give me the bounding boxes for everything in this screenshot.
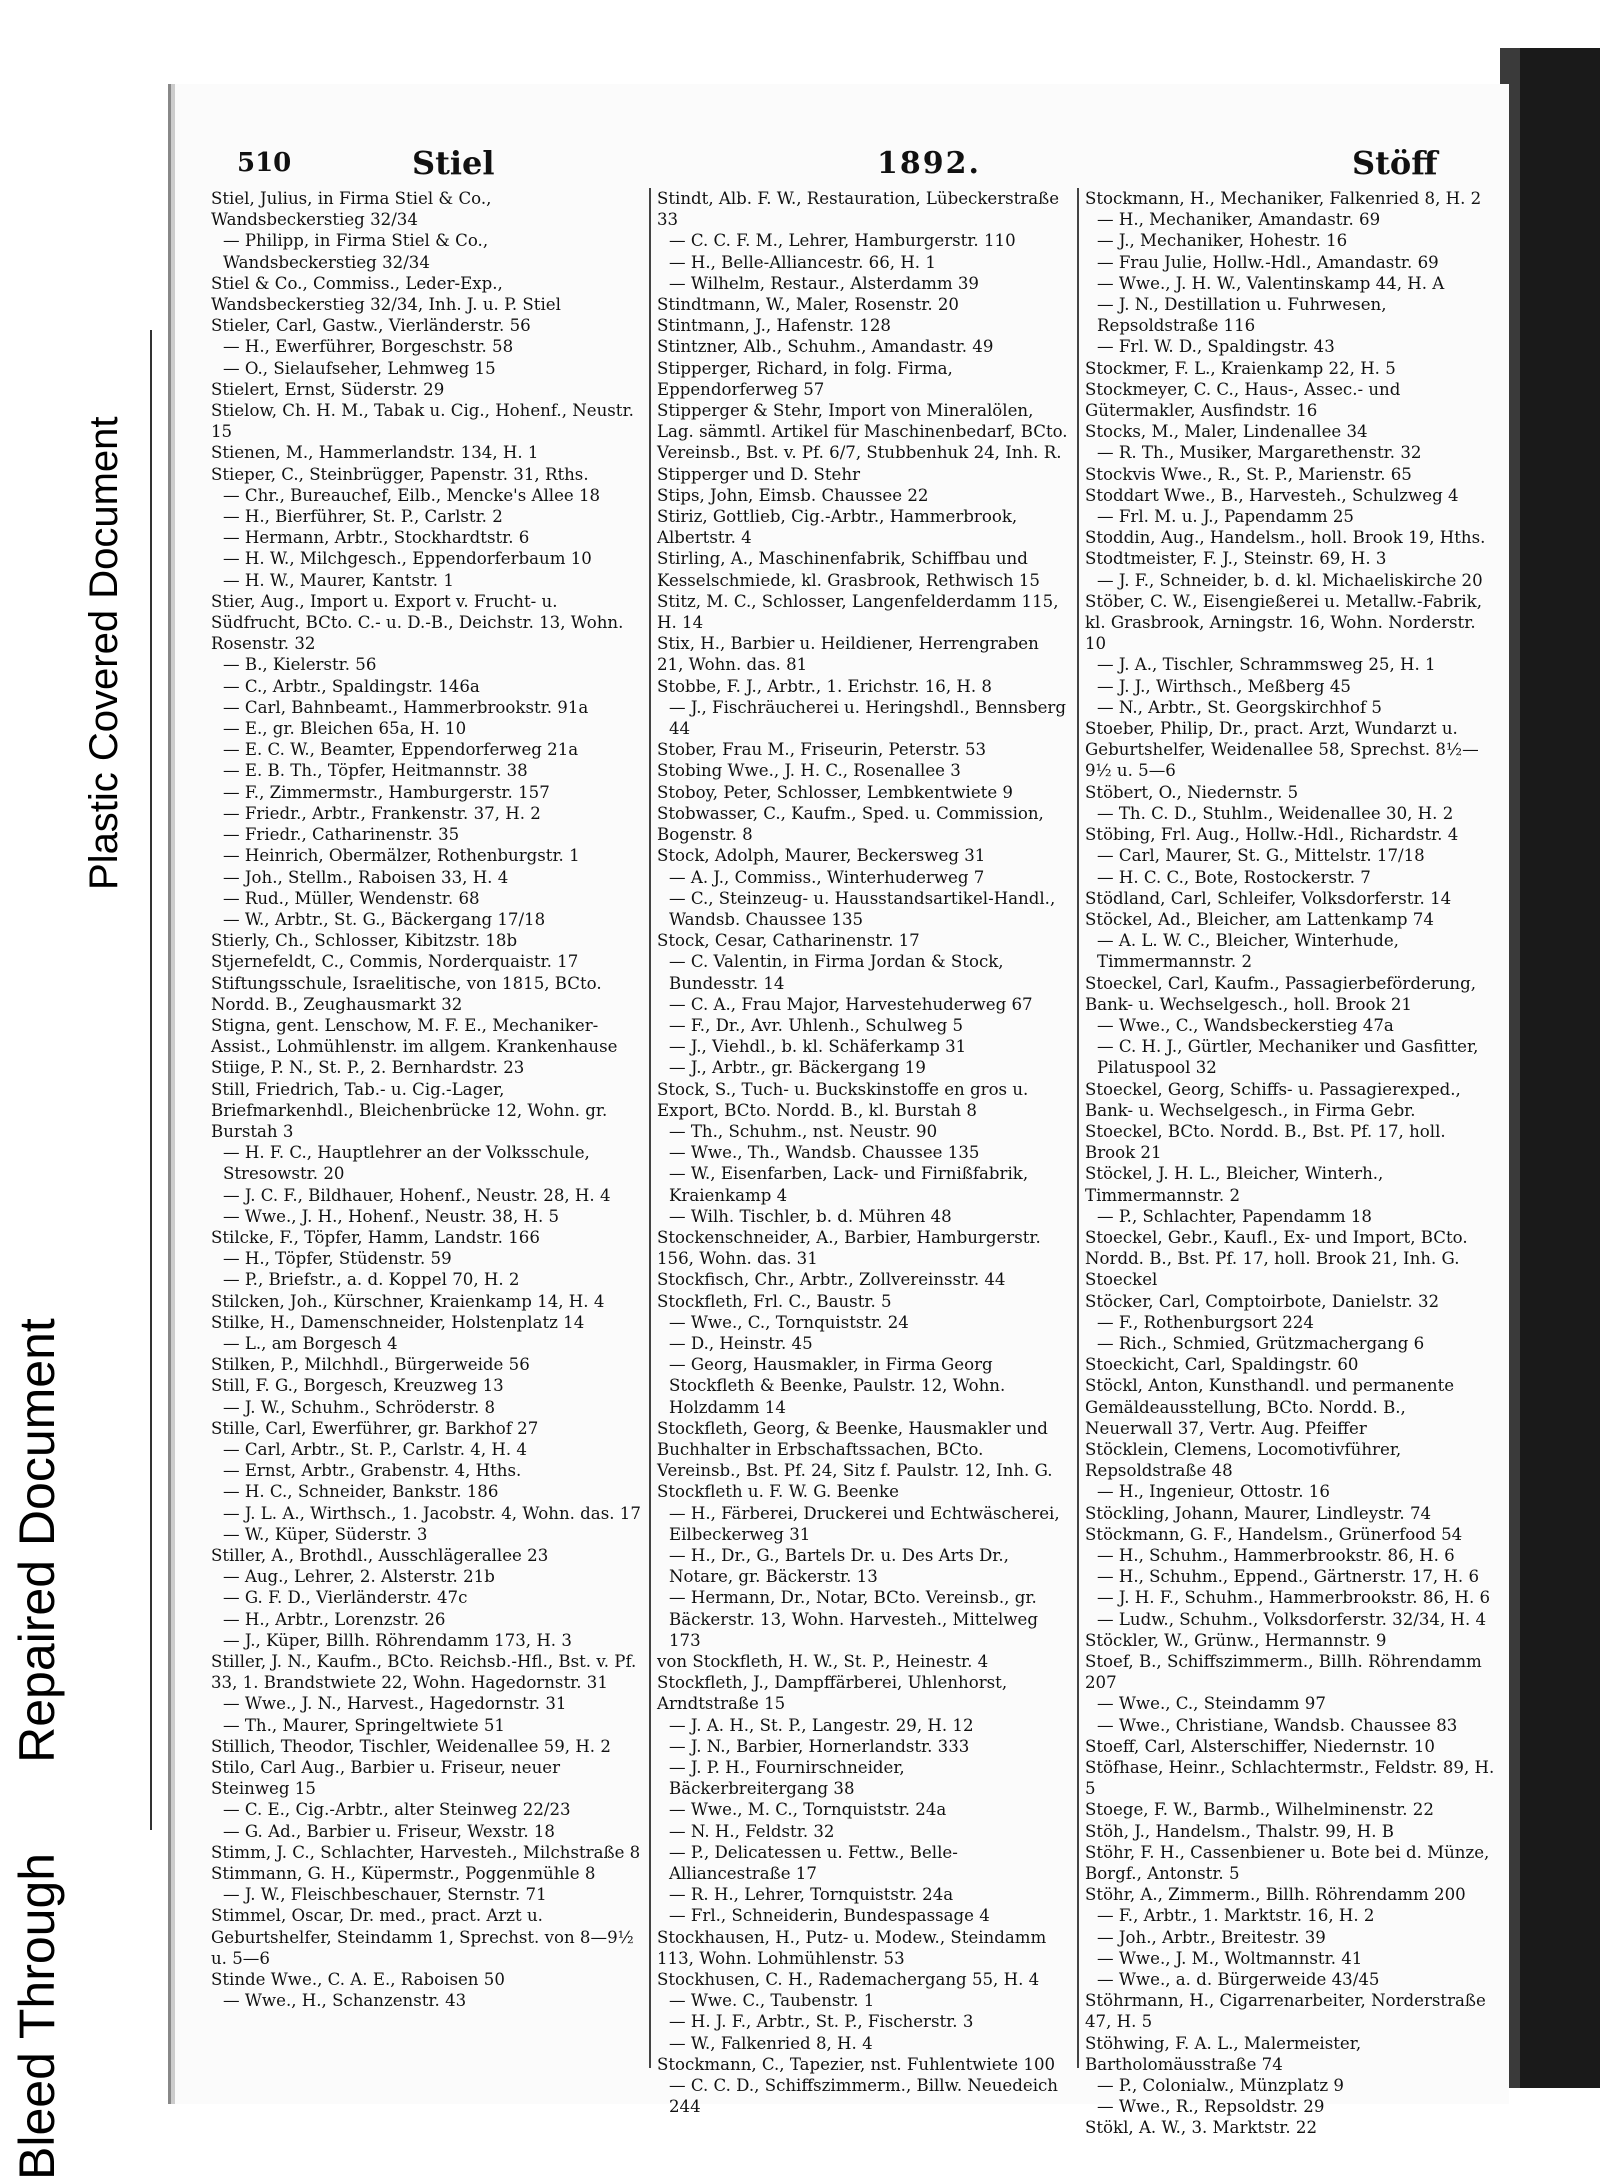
directory-entry: — H., Bierführer, St. P., Carlstr. 2	[223, 507, 503, 527]
directory-entry: Stöhwing, F. A. L., Malermeister, Bartholomäusstraße 74	[1085, 2033, 1362, 2074]
directory-entry: — W., Eisenfarben, Lack- und Firnißfabrik, Kraienkamp 4	[669, 1164, 1029, 1205]
directory-entry: Stieler, Carl, Gastw., Vierländerstr. 56	[211, 316, 531, 336]
directory-entry: Stille, Carl, Ewerführer, gr. Barkhof 27	[211, 1418, 539, 1438]
directory-entry: — H. J. F., Arbtr., St. P., Fischerstr. 3	[669, 2012, 974, 2032]
directory-entry: Stoeckel, Gebr., Kaufl., Ex- und Import, BCto. Nordd. B., Bst. Pf. 17, holl. Brook 21, Inh. G. Stoeckel	[1085, 1227, 1468, 1290]
directory-entry: Stiriz, Gottlieb, Cig.-Arbtr., Hammerbrook, Albertstr. 4	[657, 507, 1018, 548]
directory-entry: — J. L. A., Wirthsch., 1. Jacobstr. 4, Wohn. das. 17	[223, 1503, 641, 1523]
directory-entry: — C. E., Cig.-Arbtr., alter Steinweg 22/23	[223, 1800, 571, 1820]
directory-entry: — E. B. Th., Töpfer, Heitmannstr. 38	[223, 761, 528, 781]
directory-entry: Stökl, A. W., 3. Marktstr. 22	[1085, 2118, 1318, 2138]
directory-entry: — R. H., Lehrer, Tornquiststr. 24a	[669, 1885, 954, 1905]
directory-entry: Stoeckicht, Carl, Spaldingstr. 60	[1085, 1355, 1359, 1375]
directory-entry: — H. W., Maurer, Kantstr. 1	[223, 570, 454, 590]
directory-entry: Stoege, F. W., Barmb., Wilhelminenstr. 22	[1085, 1800, 1434, 1820]
directory-entry: — Carl, Arbtr., St. P., Carlstr. 4, H. 4	[223, 1439, 527, 1459]
directory-entry: Stöckl, Anton, Kunsthandl. und permanente Gemäldeausstellung, BCto. Nordd. B., Neuerwall 37, Vertr. Aug. Pfeiffer	[1085, 1376, 1455, 1438]
margin-label-repaired: Repaired Document	[9, 1318, 65, 1763]
directory-entry: Stimm, J. C., Schlachter, Harvesteh., Milchstraße 8	[211, 1842, 641, 1862]
directory-entry: Stilke, H., Damenschneider, Holstenplatz 14	[211, 1312, 585, 1332]
directory-entry: Stockhausen, H., Putz- u. Modew., Steindamm 113, Wohn. Lohmühlenstr. 53	[657, 1927, 1047, 1968]
directory-entry: — L., am Borgesch 4	[223, 1333, 398, 1353]
directory-entry: Stierly, Ch., Schlosser, Kibitzstr. 18b	[211, 931, 518, 951]
directory-entry: Stintzner, Alb., Schuhm., Amandastr. 49	[657, 337, 994, 357]
directory-entry: — C. C. D., Schiffszimmerm., Billw. Neuedeich 244	[669, 2076, 1058, 2117]
margin-label-bleed: Bleed ThroughRepaired Document	[9, 1318, 65, 2180]
directory-entry: — E. C. W., Beamter, Eppendorferweg 21a	[223, 740, 579, 760]
directory-entry: — J. A. H., St. P., Langestr. 29, H. 12	[669, 1715, 974, 1735]
directory-entry: — Wwe., a. d. Bürgerweide 43/45	[1097, 1970, 1380, 1990]
directory-entry: — Georg, Hausmakler, in Firma Georg Stockfleth & Beenke, Paulstr. 12, Wohn. Holzdamm 14	[669, 1355, 1006, 1417]
directory-entry: Stockenschneider, A., Barbier, Hamburgerstr. 156, Wohn. das. 31	[657, 1227, 1041, 1269]
directory-entry: — Joh., Stellm., Raboisen 33, H. 4	[223, 867, 509, 887]
directory-entry: — C., Steinzeug- u. Hausstandsartikel-Handl., Wandsb. Chaussee 135	[669, 888, 1056, 929]
directory-entry: — H., Ewerführer, Borgeschstr. 58	[223, 337, 514, 357]
directory-entry: — Chr., Bureauchef, Eilb., Mencke's Allee 18	[223, 485, 601, 505]
directory-entry: — Wwe., Th., Wandsb. Chaussee 135	[669, 1143, 980, 1163]
directory-entry: — C. H. J., Gürtler, Mechaniker und Gasfitter, Pilatuspool 32	[1097, 1037, 1479, 1078]
directory-entry: — C. A., Frau Major, Harvestehuderweg 67	[669, 994, 1033, 1014]
directory-entry: Stockhusen, C. H., Rademachergang 55, H. 4	[657, 1970, 1040, 1990]
directory-entry: Stoeckel, Georg, Schiffs- u. Passagierexped., Bank- u. Wechselgesch., in Firma Gebr. Stoeckel, BCto. Nordd. B., Bst. Pf. 17, holl. Brook 21	[1085, 1079, 1461, 1163]
directory-entry: von Stockfleth, H. W., St. P., Heinestr. 4	[657, 1652, 989, 1672]
directory-entry: — J. F., Schneider, b. d. kl. Michaeliskirche 20	[1097, 570, 1483, 590]
directory-entry: — J. P. H., Fournirschneider, Bäckerbreitergang 38	[669, 1758, 905, 1799]
directory-entry: — H. W., Milchgesch., Eppendorferbaum 10	[223, 549, 592, 569]
directory-entry: — Aug., Lehrer, 2. Alsterstr. 21b	[223, 1567, 495, 1587]
directory-entry: — Philipp, in Firma Stiel & Co., Wandsbeckerstieg 32/34	[223, 231, 489, 272]
directory-entry: Stilcken, Joh., Kürschner, Kraienkamp 14, H. 4	[211, 1291, 605, 1311]
directory-entry: — J. W., Schuhm., Schröderstr. 8	[223, 1397, 496, 1417]
directory-entry: — Wwe., J. M., Woltmannstr. 41	[1097, 1948, 1363, 1968]
directory-entry: — W., Arbtr., St. G., Bäckergang 17/18	[223, 909, 546, 929]
directory-entry: Stöckler, W., Grünw., Hermannstr. 9	[1085, 1630, 1387, 1650]
directory-entry: Stöbert, O., Niedernstr. 5	[1085, 782, 1299, 802]
directory-entry: — O., Sielaufseher, Lehmweg 15	[223, 358, 496, 378]
directory-entry: Stimmann, G. H., Küpermstr., Poggenmühle 8	[211, 1864, 596, 1884]
directory-entry: — J. A., Tischler, Schrammsweg 25, H. 1	[1097, 655, 1436, 675]
directory-entry: — H. F. C., Hauptlehrer an der Volksschule, Stresowstr. 20	[223, 1143, 590, 1184]
directory-entry: — H., Färberei, Druckerei und Echtwäscherei, Eilbeckerweg 31	[669, 1503, 1060, 1544]
directory-entry: Stirling, A., Maschinenfabrik, Schiffbau und Kesselschmiede, kl. Grasbrook, Rethwisch 15	[657, 549, 1040, 590]
directory-entry: — J. N., Destillation u. Fuhrwesen, Repsoldstraße 116	[1097, 295, 1387, 336]
directory-entry: — Wilh. Tischler, b. d. Mühren 48	[669, 1206, 952, 1226]
directory-entry: — E., gr. Bleichen 65a, H. 10	[223, 719, 467, 739]
directory-entry: Stinde Wwe., C. A. E., Raboisen 50	[211, 1970, 505, 1990]
directory-entry: — C. Valentin, in Firma Jordan & Stock, Bundesstr. 14	[669, 952, 1004, 993]
page-number: 510	[237, 148, 292, 178]
header-year: 1892.	[877, 146, 981, 181]
directory-entry: — J., Arbtr., gr. Bäckergang 19	[669, 1058, 926, 1078]
directory-entry: — H., Belle-Alliancestr. 66, H. 1	[669, 252, 936, 272]
directory-entry: Stöber, C. W., Eisengießerei u. Metallw.-Fabrik, kl. Grasbrook, Arningstr. 16, Wohn. Norderstr. 10	[1085, 591, 1482, 654]
directory-entry: Stilcke, F., Töpfer, Hamm, Landstr. 166	[211, 1227, 540, 1247]
directory-entry: — J., Fischräucherei u. Heringshdl., Bennsberg 44	[669, 697, 1066, 739]
directory-entry: — N. H., Feldstr. 32	[669, 1821, 835, 1841]
directory-entry: Stoeckel, Carl, Kaufm., Passagierbeförderung, Bank- u. Wechselgesch., holl. Brook 21	[1085, 973, 1476, 1014]
directory-entry: — Heinrich, Obermälzer, Rothenburgstr. 1	[223, 846, 580, 866]
directory-entry: — N., Arbtr., St. Georgskirchhof 5	[1097, 697, 1382, 717]
directory-entry: Stintmann, J., Hafenstr. 128	[657, 316, 891, 336]
directory-entry: — Wwe., J. N., Harvest., Hagedornstr. 31	[223, 1694, 567, 1714]
directory-entry: Stienen, M., Hammerlandstr. 134, H. 1	[211, 443, 539, 463]
directory-entry: Stiftungsschule, Israelitische, von 1815, BCto. Nordd. B., Zeughausmarkt 32	[211, 973, 602, 1014]
directory-entry: — Wwe., Christiane, Wandsb. Chaussee 83	[1097, 1715, 1458, 1735]
directory-entry: — Wwe., H., Schanzenstr. 43	[223, 1991, 467, 2011]
directory-entry: Stoeff, Carl, Alsterschiffer, Niedernstr. 10	[1085, 1736, 1435, 1756]
directory-entry: Stoboy, Peter, Schlosser, Lembkentwiete 9	[657, 782, 1013, 802]
directory-entry: Stocks, M., Maler, Lindenallee 34	[1085, 422, 1368, 442]
directory-entry: — Joh., Arbtr., Breitestr. 39	[1097, 1927, 1326, 1947]
directory-entry: Still, Friedrich, Tab.- u. Cig.-Lager, Briefmarkenhdl., Bleichenbrücke 12, Wohn. gr. Burstah 3	[211, 1079, 608, 1141]
directory-entry: — H., Arbtr., Lorenzstr. 26	[223, 1609, 446, 1629]
directory-entry: Stitz, M. C., Schlosser, Langenfelderdamm 115, H. 14	[657, 591, 1059, 633]
directory-entry: Stöh, J., Handelsm., Thalstr. 99, H. B	[1085, 1821, 1395, 1841]
directory-entry: — Wwe., R., Repsoldstr. 29	[1097, 2097, 1325, 2117]
directory-entry: — J., Küper, Billh. Röhrendamm 173, H. 3	[223, 1630, 572, 1650]
page-header	[237, 144, 1497, 184]
directory-entry: Stiller, J. N., Kaufm., BCto. Reichsb.-Hfl., Bst. v. Pf. 33, 1. Brandstwiete 22, Wohn. Hagedornstr. 31	[211, 1652, 637, 1693]
directory-entry: Stix, H., Barbier u. Heildiener, Herrengraben 21, Wohn. das. 81	[657, 634, 1039, 675]
directory-entry: Stockfisch, Chr., Arbtr., Zollvereinsstr. 44	[657, 1270, 1006, 1290]
directory-entry: — Wwe., M. C., Tornquiststr. 24a	[669, 1800, 947, 1820]
directory-entry: — H., Dr., G., Bartels Dr. u. Des Arts Dr., Notare, gr. Bäckerstr. 13	[669, 1546, 1009, 1587]
directory-entry: Stobwasser, C., Kaufm., Sped. u. Commission, Bogenstr. 8	[657, 803, 1044, 845]
directory-entry: Stier, Aug., Import u. Export v. Frucht- u. Südfrucht, BCto. C.- u. D.-B., Deichstr. 13, Wohn. Rosenstr. 32	[211, 591, 624, 654]
margin-label-plastic: Plastic Covered Document	[82, 416, 126, 890]
directory-entry: Stöckling, Johann, Maurer, Lindleystr. 74	[1085, 1503, 1432, 1523]
directory-entry: Stimmel, Oscar, Dr. med., pract. Arzt u. Geburtshelfer, Steindamm 1, Sprechst. von 8—9½ u. 5—6	[211, 1906, 634, 1968]
directory-entry: — F., Zimmermstr., Hamburgerstr. 157	[223, 782, 550, 802]
directory-entry: — Friedr., Arbtr., Frankenstr. 37, H. 2	[223, 803, 541, 823]
directory-entry: Stockmann, C., Tapezier, nst. Fuhlentwiete 100	[657, 2054, 1056, 2074]
directory-entry: Stödland, Carl, Schleifer, Volksdorferstr. 14	[1085, 888, 1452, 908]
directory-entry: Stjernefeldt, C., Commis, Norderquaistr. 17	[211, 952, 579, 972]
directory-entry: Stöbing, Frl. Aug., Hollw.-Hdl., Richardstr. 4	[1085, 825, 1459, 845]
directory-entry: Stindtmann, W., Maler, Rosenstr. 20	[657, 295, 959, 315]
directory-entry: — G. Ad., Barbier u. Friseur, Wexstr. 18	[223, 1821, 555, 1841]
directory-entry: — Hermann, Arbtr., Stockhardtstr. 6	[223, 528, 530, 548]
directory-entry: — W., Küper, Süderstr. 3	[223, 1524, 428, 1544]
directory-entry: — J. J., Wirthsch., Meßberg 45	[1097, 676, 1351, 696]
directory-entry: Stöhr, A., Zimmerm., Billh. Röhrendamm 200	[1085, 1885, 1466, 1905]
directory-entry: Stipperger, Richard, in folg. Firma, Eppendorferweg 57	[657, 358, 953, 399]
column-3	[1077, 188, 1497, 2138]
directory-entry: Stodtmeister, F. J., Steinstr. 69, H. 3	[1085, 549, 1387, 569]
directory-entry: — Th., Maurer, Springeltwiete 51	[223, 1715, 505, 1735]
directory-entry: — Wwe. C., Taubenstr. 1	[669, 1991, 875, 2011]
directory-entry: — J. C. F., Bildhauer, Hohenf., Neustr. 28, H. 4	[223, 1185, 611, 1205]
directory-entry: — B., Kielerstr. 56	[223, 655, 377, 675]
directory-entry: — Ludw., Schuhm., Volksdorferstr. 32/34, H. 4	[1097, 1609, 1487, 1629]
directory-entry: Stockfleth, Frl. C., Baustr. 5	[657, 1291, 892, 1311]
column-2	[649, 188, 1069, 2117]
directory-entry: — J. H. F., Schuhm., Hammerbrookstr. 86, H. 6	[1097, 1588, 1491, 1608]
directory-entry: — F., Dr., Avr. Uhlenh., Schulweg 5	[669, 1015, 964, 1035]
directory-entry: — Carl, Bahnbeamt., Hammerbrookstr. 91a	[223, 697, 589, 717]
directory-entry: Stockfleth, Georg, & Beenke, Hausmakler und Buchhalter in Erbschaftssachen, BCto. Vereinsb., Bst. Pf. 24, Sitz f. Paulstr. 12, Inh. G. Stockfleth u. F. W. G. Beenke	[657, 1418, 1053, 1502]
directory-entry: — Th. C. D., Stuhlm., Weidenallee 30, H. 2	[1097, 803, 1454, 823]
directory-entry: — Rich., Schmied, Grützmachergang 6	[1097, 1333, 1425, 1353]
directory-entry: Stobing Wwe., J. H. C., Rosenallee 3	[657, 761, 961, 781]
directory-entry: — Ernst, Arbtr., Grabenstr. 4, Hths.	[223, 1461, 522, 1481]
directory-entry: Stober, Frau M., Friseurin, Peterstr. 53	[657, 740, 987, 760]
header-left-word: Stiel	[412, 144, 495, 182]
directory-entry: Stoef, B., Schiffszimmerm., Billh. Röhrendamm 207	[1085, 1652, 1482, 1693]
directory-entry: — P., Briefstr., a. d. Koppel 70, H. 2	[223, 1270, 520, 1290]
directory-entry: Stoddart Wwe., B., Harvesteh., Schulzweg 4	[1085, 485, 1459, 505]
column-1	[211, 188, 641, 2068]
directory-entry: Stöckel, J. H. L., Bleicher, Winterh., Timmermannstr. 2	[1085, 1164, 1384, 1205]
directory-entry: — D., Heinstr. 45	[669, 1333, 813, 1353]
directory-entry: — P., Schlachter, Papendamm 18	[1097, 1206, 1372, 1226]
directory-entry: — Frl. M. u. J., Papendamm 25	[1097, 507, 1354, 527]
directory-entry: Stiel, Julius, in Firma Stiel & Co., Wandsbeckerstieg 32/34	[211, 189, 492, 230]
directory-entry: Stockmer, F. L., Kraienkamp 22, H. 5	[1085, 358, 1396, 378]
directory-entry: — C. C. F. M., Lehrer, Hamburgerstr. 110	[669, 231, 1016, 251]
directory-entry: — Wwe., C., Wandsbeckerstieg 47a	[1097, 1015, 1394, 1035]
directory-entry: — Wwe., C., Tornquiststr. 24	[669, 1312, 909, 1332]
directory-entry: Still, F. G., Borgesch, Kreuzweg 13	[211, 1376, 504, 1396]
directory-entry: Stöhrmann, H., Cigarrenarbeiter, Norderstraße 47, H. 5	[1085, 1991, 1486, 2032]
directory-entry: — A. L. W. C., Bleicher, Winterhude, Timmermannstr. 2	[1097, 931, 1399, 972]
directory-entry: — G. F. D., Vierländerstr. 47c	[223, 1588, 468, 1608]
directory-entry: — Carl, Maurer, St. G., Mittelstr. 17/18	[1097, 846, 1425, 866]
directory-entry: Stiige, P. N., St. P., 2. Bernhardstr. 23	[211, 1058, 525, 1078]
header-right-word: Stöff	[1352, 144, 1438, 182]
directory-entry: — H., Ingenieur, Ottostr. 16	[1097, 1482, 1330, 1502]
directory-entry: — Wwe., C., Steindamm 97	[1097, 1694, 1326, 1714]
directory-entry: — W., Falkenried 8, H. 4	[669, 2033, 873, 2053]
directory-entry: — Friedr., Catharinenstr. 35	[223, 825, 460, 845]
directory-entry: — Wilhelm, Restaur., Alsterdamm 39	[669, 273, 979, 293]
directory-entry: Stock, S., Tuch- u. Buckskinstoffe en gros u. Export, BCto. Nordd. B., kl. Burstah 8	[657, 1079, 1029, 1120]
directory-entry: — Frau Julie, Hollw.-Hdl., Amandastr. 69	[1097, 252, 1439, 272]
directory-entry: — H. C. C., Bote, Rostockerstr. 7	[1097, 867, 1371, 887]
directory-entry: — J. N., Barbier, Hornerlandstr. 333	[669, 1736, 970, 1756]
directory-entry: Stöckmann, G. F., Handelsm., Grünerfood 54	[1085, 1524, 1463, 1544]
directory-entry: Stock, Adolph, Maurer, Beckersweg 31	[657, 846, 986, 866]
directory-entry: Stielow, Ch. H. M., Tabak u. Cig., Hohenf., Neustr. 15	[211, 401, 634, 442]
directory-entry: — F., Rothenburgsort 224	[1097, 1312, 1314, 1332]
scanner-background	[1520, 48, 1600, 2088]
directory-entry: Stobbe, F. J., Arbtr., 1. Erichstr. 16, H. 8	[657, 676, 992, 696]
directory-entry: Stindt, Alb. F. W., Restauration, Lübeckerstraße 33	[657, 189, 1060, 230]
directory-entry: — Frl. W. D., Spaldingstr. 43	[1097, 337, 1335, 357]
document-page	[168, 84, 1509, 2138]
directory-entry: — Rud., Müller, Wendenstr. 68	[223, 888, 480, 908]
directory-entry: Stips, John, Eimsb. Chaussee 22	[657, 485, 929, 505]
directory-entry: Stiller, A., Brothdl., Ausschlägerallee 23	[211, 1546, 549, 1565]
directory-entry: Stilken, P., Milchhdl., Bürgerweide 56	[211, 1355, 530, 1375]
directory-entry: Stöcklein, Clemens, Locomotivführer, Repsoldstraße 48	[1085, 1439, 1402, 1481]
directory-entry: — P., Delicatessen u. Fettw., Belle-Alliancestraße 17	[669, 1842, 958, 1884]
directory-entry: Stockmann, H., Mechaniker, Falkenried 8, H. 2	[1085, 189, 1482, 208]
directory-entry: Stieper, C., Steinbrügger, Papenstr. 31, Rths.	[211, 464, 589, 484]
directory-entry: Stöfhase, Heinr., Schlachtermstr., Feldstr. 89, H. 5	[1085, 1758, 1495, 1799]
directory-entry: Stoddin, Aug., Handelsm., holl. Brook 19, Hths.	[1085, 528, 1486, 548]
directory-entry: — H. C., Schneider, Bankstr. 186	[223, 1482, 499, 1502]
directory-entry: — J. W., Fleischbeschauer, Sternstr. 71	[223, 1885, 547, 1905]
directory-entry: Stockfleth, J., Dampffärberei, Uhlenhorst, Arndtstraße 15	[657, 1673, 1008, 1714]
directory-entry: — F., Arbtr., 1. Marktstr. 16, H. 2	[1097, 1906, 1375, 1926]
directory-entry: — H., Mechaniker, Amandastr. 69	[1097, 210, 1381, 230]
directory-entry: — R. Th., Musiker, Margarethenstr. 32	[1097, 443, 1422, 463]
directory-entry: — H., Schuhm., Hammerbrookstr. 86, H. 6	[1097, 1546, 1455, 1565]
directory-entry: Stock, Cesar, Catharinenstr. 17	[657, 931, 920, 951]
directory-entry: — Wwe., J. H. W., Valentinskamp 44, H. A	[1097, 273, 1445, 293]
directory-entry: — C., Arbtr., Spaldingstr. 146a	[223, 676, 480, 696]
directory-entry: — J., Mechaniker, Hohestr. 16	[1097, 231, 1348, 251]
directory-entry: Stigna, gent. Lenschow, M. F. E., Mechaniker-Assist., Lohmühlenstr. im allgem. Krankenhause	[211, 1015, 618, 1057]
directory-entry: Stiel & Co., Commiss., Leder-Exp., Wandsbeckerstieg 32/34, Inh. J. u. P. Stiel	[211, 273, 561, 315]
directory-entry: Stöcker, Carl, Comptoirbote, Danielstr. 32	[1085, 1291, 1440, 1311]
directory-entry: Stoeber, Philip, Dr., pract. Arzt, Wundarzt u. Geburtshelfer, Weidenallee 58, Sprechst. 8½—9½ u. 5—6	[1085, 719, 1479, 781]
directory-entry: Stielert, Ernst, Süderstr. 29	[211, 379, 445, 399]
directory-entry: — H., Schuhm., Eppend., Gärtnerstr. 17, H. 6	[1097, 1567, 1480, 1587]
directory-entry: Stöhr, F. H., Cassenbiener u. Bote bei d. Münze, Borgf., Antonstr. 5	[1085, 1842, 1490, 1884]
directory-entry: Stockvis Wwe., R., St. P., Marienstr. 65	[1085, 464, 1412, 484]
directory-entry: Stöckel, Ad., Bleicher, am Lattenkamp 74	[1085, 909, 1434, 929]
directory-entry: — Wwe., J. H., Hohenf., Neustr. 38, H. 5	[223, 1206, 560, 1226]
directory-entry: Stilo, Carl Aug., Barbier u. Friseur, neuer Steinweg 15	[211, 1758, 561, 1799]
directory-entry: — Th., Schuhm., nst. Neustr. 90	[669, 1121, 938, 1141]
directory-entry: — J., Viehdl., b. kl. Schäferkamp 31	[669, 1037, 967, 1057]
directory-entry: — H., Töpfer, Stüdenstr. 59	[223, 1249, 452, 1269]
directory-entry: — A. J., Commiss., Winterhuderweg 7	[669, 867, 985, 887]
directory-entry: Stockmeyer, C. C., Haus-, Assec.- und Gütermakler, Ausfindstr. 16	[1085, 379, 1401, 421]
directory-entry: — P., Colonialw., Münzplatz 9	[1097, 2076, 1344, 2096]
directory-entry: Stillich, Theodor, Tischler, Weidenallee 59, H. 2	[211, 1736, 611, 1756]
directory-entry: — Frl., Schneiderin, Bundespassage 4	[669, 1906, 990, 1926]
directory-entry: Stipperger & Stehr, Import von Mineralölen, Lag. sämmtl. Artikel für Maschinenbedarf, BCto. Vereinsb., Bst. v. Pf. 6/7, Stubbenhuk 24, Inh. R. Stipperger und D. Stehr	[657, 401, 1068, 484]
directory-entry: — Hermann, Dr., Notar, BCto. Vereinsb., gr. Bäckerstr. 13, Wohn. Harvesteh., Mittelweg 173	[669, 1588, 1038, 1650]
